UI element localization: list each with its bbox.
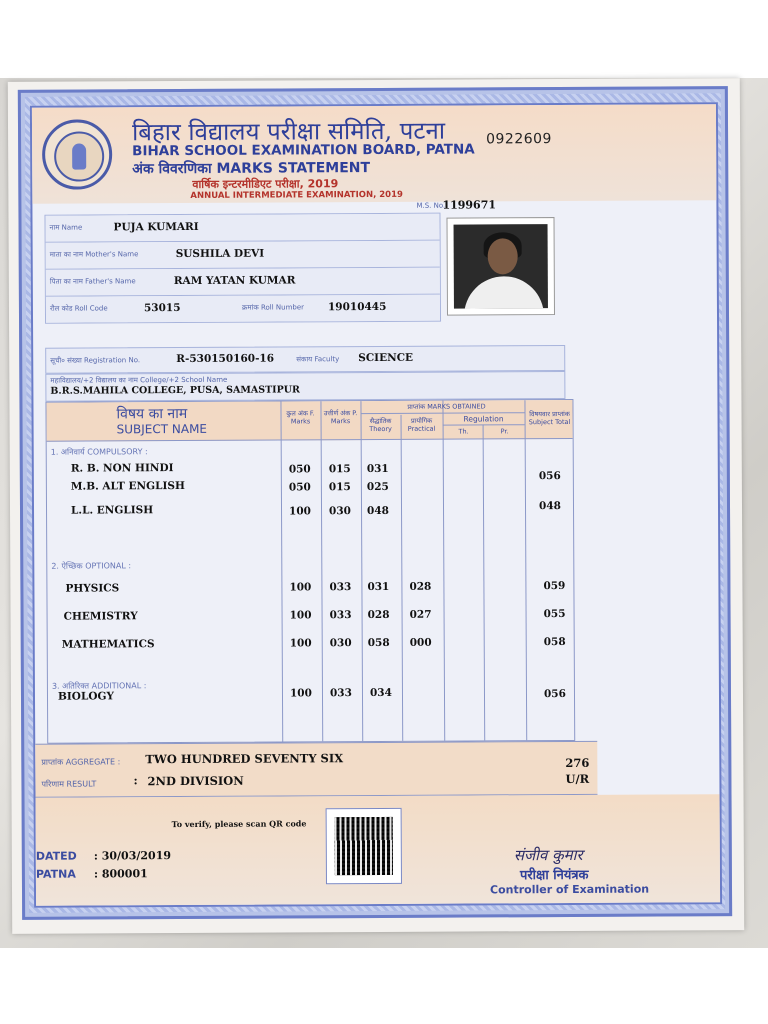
result-code: U/R — [565, 771, 590, 787]
subject-total: 058 — [543, 636, 566, 649]
doc-title-hindi: अंक विवरणिका — [132, 160, 212, 178]
dated-label: DATED — [35, 849, 77, 863]
full-marks: 100 — [289, 637, 312, 650]
pass-marks: 015 — [328, 481, 351, 494]
serial-number: 0922609 — [486, 131, 552, 148]
compulsory-label: 1. अनिवार्य COMPULSORY : — [50, 447, 148, 457]
father-row — [46, 268, 440, 297]
college-row — [45, 371, 565, 402]
subject-name: L.L. ENGLISH — [70, 504, 154, 517]
theory-marks: 025 — [366, 480, 389, 494]
registration-value: R-530150160-16 — [176, 352, 275, 366]
father-value: RAM YATAN KUMAR — [173, 274, 296, 288]
subject-name: M.B. ALT ENGLISH — [70, 480, 185, 493]
practical-marks: 028 — [409, 580, 432, 593]
full-marks: 050 — [288, 463, 311, 476]
certificate-body — [30, 102, 722, 908]
place-label: PATNA — [35, 867, 76, 881]
regulation-header: Regulation — [463, 414, 504, 424]
subject-total-header: विषयवार प्राप्तांक Subject Total — [528, 409, 571, 427]
full-marks-header: कुल अंक F. Marks — [286, 409, 315, 426]
theory-marks: 034 — [369, 686, 392, 700]
subject-total: 056 — [538, 470, 561, 483]
pass-marks: 033 — [329, 687, 352, 700]
theory-marks: 058 — [367, 636, 390, 650]
subject-header-english: SUBJECT NAME — [116, 421, 208, 437]
aggregate-label: प्राप्तांक AGGREGATE : — [41, 757, 121, 767]
college-value: B.R.S.MAHILA COLLEGE, PUSA, SAMASTIPUR — [50, 384, 300, 397]
aggregate-words: TWO HUNDRED SEVENTY SIX — [145, 751, 344, 767]
full-marks: 100 — [289, 687, 312, 700]
pass-marks: 033 — [329, 609, 352, 622]
theory-marks: 031 — [367, 580, 390, 594]
college-label: महाविद्यालय/+2 विद्यालय का नाम College/+2 School Name — [50, 375, 228, 385]
ms-no-value: 1199671 — [442, 198, 497, 212]
full-marks: 100 — [288, 505, 311, 518]
roll-row — [46, 295, 440, 323]
subject-name: R. B. NON HINDI — [70, 462, 174, 475]
mother-value: SUSHILA DEVI — [175, 247, 265, 261]
additional-label: 3. अतिरिक्त ADDITIONAL : — [51, 681, 147, 691]
verify-text: To verify, please scan QR code — [171, 818, 307, 830]
roll-code-value: 53015 — [143, 302, 181, 315]
registration-row — [45, 345, 565, 374]
pass-marks: 030 — [328, 505, 351, 518]
exam-name-hindi: वार्षिक इन्टरमीडिएट परीक्षा, 2019 — [192, 177, 339, 191]
pin-value: : 800001 — [93, 867, 148, 881]
aggregate-value: 276 — [565, 755, 590, 771]
qr-code-icon[interactable] — [326, 808, 402, 884]
name-label: नाम Name — [49, 223, 83, 232]
aggregate-section — [35, 741, 597, 798]
doc-title-english: MARKS STATEMENT — [216, 160, 371, 177]
theory-marks: 031 — [366, 462, 389, 476]
subject-name: MATHEMATICS — [61, 638, 155, 651]
date-value: : 30/03/2019 — [93, 849, 172, 863]
pass-marks: 015 — [328, 463, 351, 476]
subject-total: 059 — [543, 580, 566, 593]
full-marks: 100 — [289, 609, 312, 622]
name-value: PUJA KUMARI — [113, 220, 199, 234]
student-photo — [446, 217, 555, 316]
roll-number-value: 19010445 — [327, 300, 387, 314]
student-info — [44, 213, 441, 324]
theory-marks: 048 — [366, 504, 389, 518]
subject-total: 056 — [543, 688, 566, 701]
pass-marks: 033 — [329, 581, 352, 594]
board-name-english: BIHAR SCHOOL EXAMINATION BOARD, PATNA — [132, 141, 475, 160]
mother-label: माता का नाम Mother's Name — [49, 250, 139, 259]
exam-name-english: ANNUAL INTERMEDIATE EXAMINATION, 2019 — [190, 189, 403, 201]
faculty-value: SCIENCE — [358, 351, 414, 365]
pass-marks: 030 — [329, 637, 352, 650]
reg-th-header: Th. — [458, 427, 469, 436]
marks-obtained-header: प्राप्तांक MARKS OBTAINED — [407, 402, 486, 411]
board-seal-icon — [42, 119, 112, 189]
marks-statement-sheet — [8, 78, 744, 934]
subject-name: PHYSICS — [65, 582, 120, 595]
registration-label: सूची० संख्या Registration No. — [50, 356, 141, 365]
theory-marks: 028 — [367, 608, 390, 622]
full-marks: 100 — [289, 581, 312, 594]
name-row — [45, 214, 439, 243]
subject-name: CHEMISTRY — [63, 610, 138, 623]
result-label: परिणाम RESULT — [41, 779, 97, 789]
reg-pr-header: Pr. — [500, 427, 509, 436]
practical-marks: 000 — [409, 636, 432, 649]
subject-total: 048 — [538, 500, 561, 513]
controller-signature: संजीव कुमार — [513, 845, 583, 865]
full-marks: 050 — [288, 481, 311, 494]
pass-marks-header: उत्तीर्ण अंक P. Marks — [323, 409, 358, 426]
result-colon: : — [133, 773, 138, 788]
subject-total: 055 — [543, 608, 566, 621]
father-label: पिता का नाम Father's Name — [49, 277, 136, 286]
faculty-label: संकाय Faculty — [296, 355, 340, 364]
result-value: 2ND DIVISION — [147, 773, 244, 789]
optional-label: 2. ऐच्छिक OPTIONAL : — [51, 561, 132, 571]
subject-name: BIOLOGY — [57, 690, 114, 703]
practical-marks: 027 — [409, 608, 432, 621]
controller-title-english: Controller of Examination — [489, 882, 650, 897]
practical-header: प्रायोगिक Practical — [407, 416, 436, 433]
ms-no-label: M.S. No. — [416, 201, 446, 210]
board-name-hindi: बिहार विद्यालय परीक्षा समिति, पटना — [131, 116, 446, 147]
roll-code-label: रौल कोड Roll Code — [49, 304, 108, 313]
theory-header: सैद्धांतिक Theory — [369, 416, 392, 434]
roll-number-label: क्रमांक Roll Number — [241, 303, 305, 312]
controller-title-hindi: परीक्षा नियंत्रक — [519, 867, 589, 884]
subject-header-hindi: विषय का नाम — [116, 405, 188, 423]
mother-row — [46, 241, 440, 270]
marks-table — [45, 399, 575, 744]
